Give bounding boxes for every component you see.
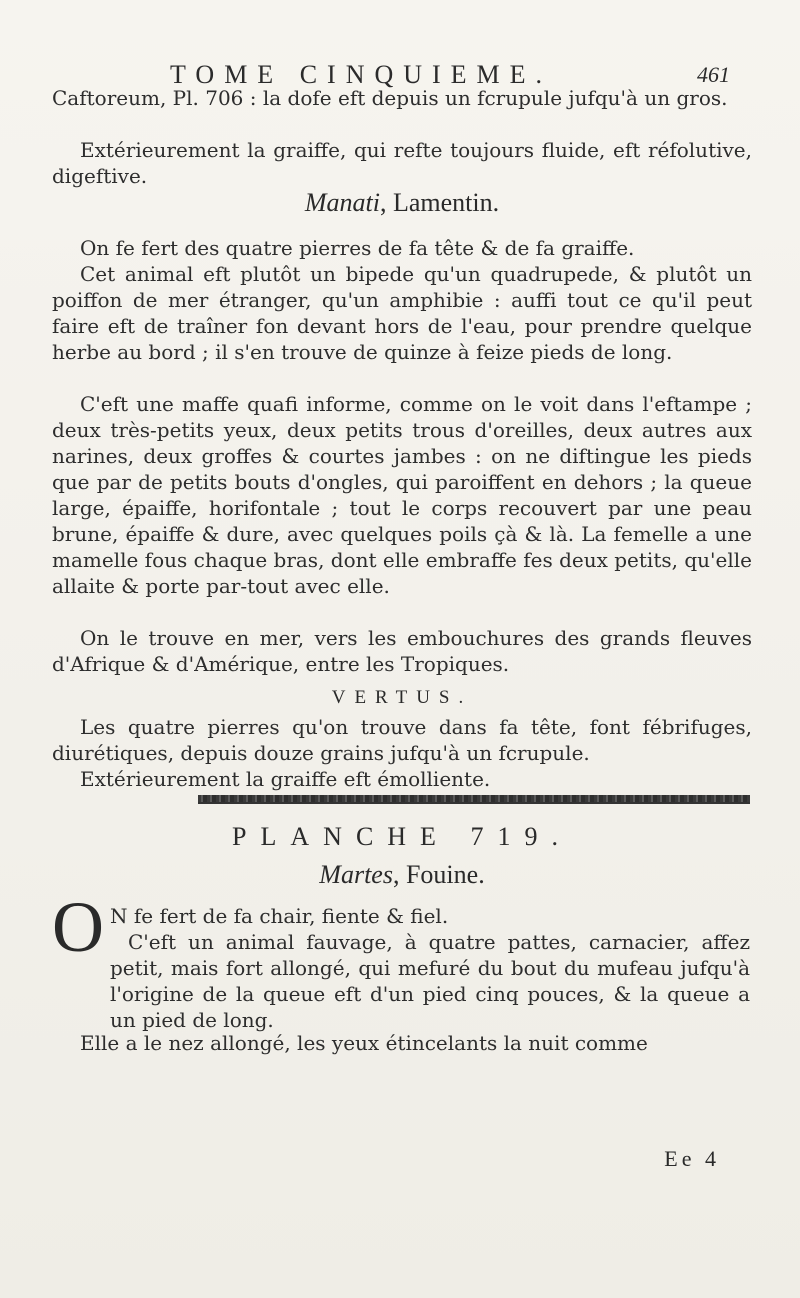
manati-heading (52, 188, 752, 218)
castoreum-line1: Caftoreum, Pl. 706 : la dofe eft depuis un fcrupule jufqu'à un gros. (52, 86, 728, 110)
decorative-rule (198, 795, 750, 804)
planche-heading: PLANCHE 719. (232, 822, 572, 851)
page-number: 461 (697, 62, 730, 87)
vertus-heading: VERTUS. (331, 687, 473, 708)
manati-heading-rest: , Lamentin. (379, 188, 500, 217)
signature-mark: Ee 4 (664, 1146, 720, 1171)
vertus-paragraph-1: Les quatre pierres qu'on trouve dans fa tête, font fébrifuges, diurétiques, depuis douze grains jufqu'à un fcrupule. (52, 715, 752, 765)
planche-subtitle-rest: , Fouine. (392, 860, 485, 889)
volume-title: TOME CINQUIEME. (170, 60, 553, 89)
manati-paragraph-4: On le trouve en mer, vers les embouchures des grands fleuves d'Afrique & d'Amérique, entre les Tropiques. (52, 626, 752, 676)
planche-subtitle (52, 860, 752, 890)
vertus-paragraph-2: Extérieurement la graiffe eft émolliente. (80, 767, 491, 791)
planche-subtitle-italic: Martes (319, 860, 393, 889)
planche-paragraph-1: N fe fert de fa chair, fiente & fiel. (110, 904, 449, 928)
manati-heading-italic: Manati (304, 188, 380, 217)
planche-paragraph-3: Elle a le nez allongé, les yeux étincelants la nuit comme (80, 1031, 648, 1055)
manati-paragraph-1: On fe fert des quatre pierres de fa tête & de fa graiffe. (80, 236, 635, 260)
manati-paragraph-3: C'eft une maffe quafi informe, comme on le voit dans l'eftampe ; deux très-petits yeux, deux petits trous d'oreilles, deux autres aux narines, deux groffes & courtes jambes : on ne diftingue les pieds que par de petits bouts d'ongles, qui paroiffent en dehors ; la queue large, épaiffe, horifontale ; tout le corps recouvert par une peau brune, épaiffe & dure, avec quelques poils çà & là. La femelle a une mamelle fous chaque bras, dont elle embraffe fes deux petits, qu'elle allaite & porte par-tout avec elle. (52, 392, 752, 598)
manati-paragraph-2: Cet animal eft plutôt un bipede qu'un quadrupede, & plutôt un poiffon de mer étranger, qu'un amphibie : auffi tout ce qu'il peut faire eft de traîner fon devant hors de l'eau, pour prendre quelque herbe au bord ; il s'en trouve de quinze à feize pieds de long. (52, 262, 752, 364)
castoreum-line2: Extérieurement la graiffe, qui refte toujours fluide, eft réfolutive, digeftive. (52, 138, 752, 188)
drop-cap: O (52, 887, 104, 967)
planche-paragraph-2: C'eft un animal fauvage, à quatre pattes, carnacier, affez petit, mais fort allongé, qui mefuré du bout du mufeau jufqu'à l'origine de la queue eft d'un pied cinq pouces, & la queue a un pied de long. (110, 930, 750, 1032)
